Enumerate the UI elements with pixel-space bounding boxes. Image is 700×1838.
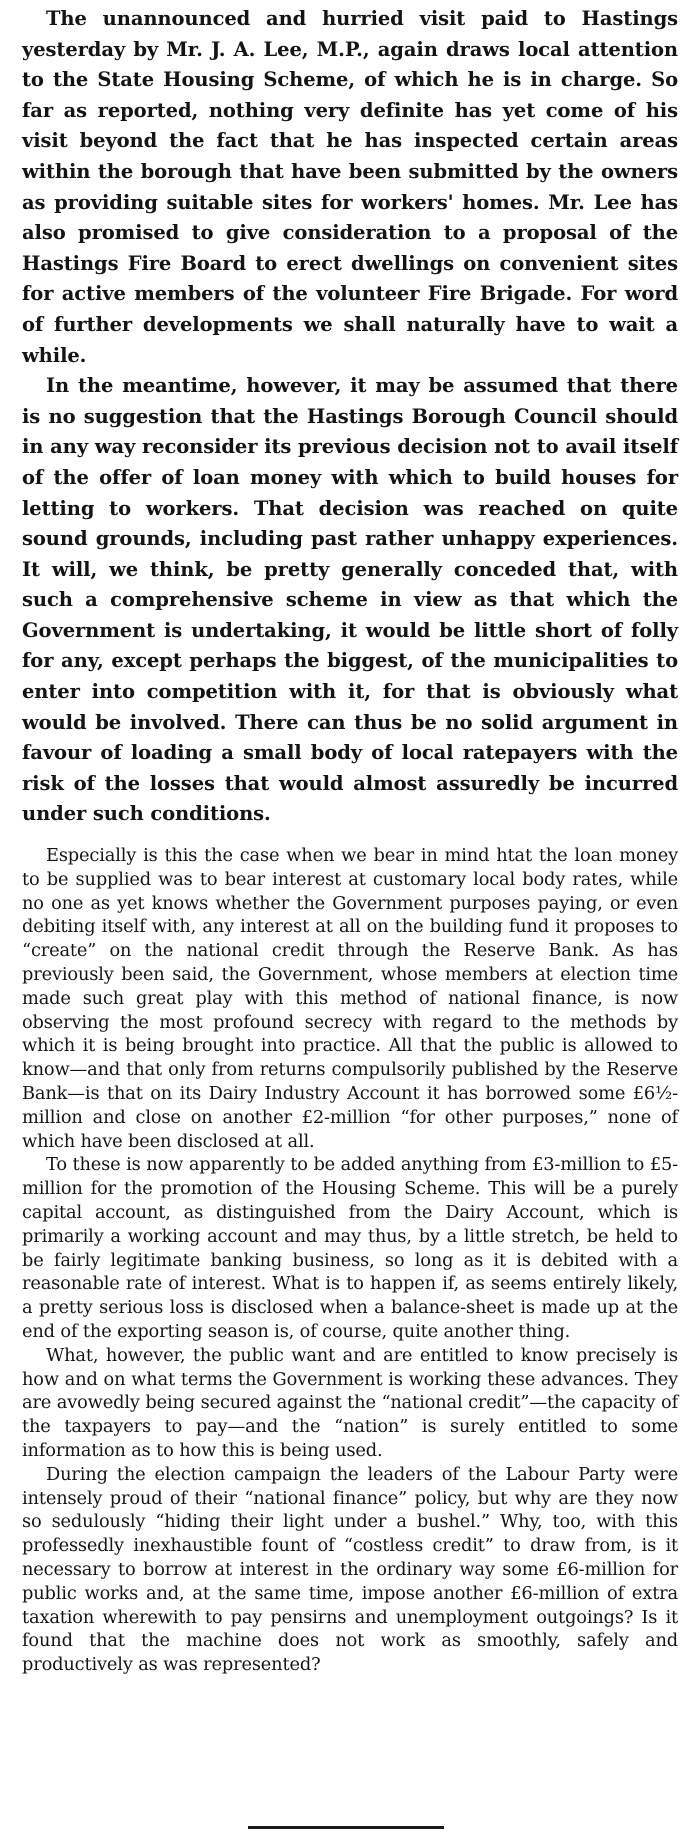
- end-rule-divider: [248, 1826, 444, 1829]
- lead-paragraph-2: In the meantime, however, it may be assumed that there is no suggestion that the Hastings Borough Council should in any way reconsider its previous decision not to avail itself of the offer of loan money with which to build houses for letting to workers. That decision was reached on quite sound grounds, including past rather unhappy experiences. It will, we think, be pretty generally conceded that, with such a comprehensive scheme in view as that which the Government is undertaking, it would be little short of folly for any, except perhaps the biggest, of the municipalities to enter into competition with it, for that is obviously what would be involved. There can thus be no solid argument in favour of loading a small body of local ratepayers with the risk of the losses that would almost assuredly be incurred under such conditions.: [22, 374, 678, 826]
- body-paragraph-4: During the election campaign the leaders of the Labour Party were intensely proud of their “national finance” policy, but why are they now so sedulously “hiding their light under a bushel.” Why, too, with this professedly inexhaustible fount of “costless credit” to draw from, is it necessary to borrow at interest in the ordinary way some £6-million for public works and, at the same time, impose another £6-million of extra taxation wherewith to pay pensirns and unemployment outgoings? Is it found that the machine does not work as smoothly, safely and productively as was represented?: [22, 1463, 678, 1676]
- body-section: [22, 844, 678, 1677]
- lead-paragraph-1: The unannounced and hurried visit paid to Hastings yesterday by Mr. J. A. Lee, M.P., again draws local attention to the State Housing Scheme, of which he is in charge. So far as reported, nothing very definite has yet come of his visit beyond the fact that he has inspected certain areas within the borough that have been submitted by the owners as providing suitable sites for workers' homes. Mr. Lee has also promised to give consideration to a proposal of the Hastings Fire Board to erect dwellings on convenient sites for active members of the volunteer Fire Brigade. For word of further developments we shall naturally have to wait a while.: [22, 7, 678, 367]
- lead-section: [22, 4, 678, 830]
- body-paragraph-3: What, however, the public want and are entitled to know precisely is how and on what terms the Government is working these advances. They are avowedly being secured against the “national credit”—the capacity of the taxpayers to pay—and the “nation” is surely entitled to some information as to how this is being used.: [22, 1344, 678, 1461]
- body-paragraph-1: Especially is this the case when we bear in mind htat the loan money to be supplied was to bear interest at customary local body rates, while no one as yet knows whether the Government purposes paying, or even debiting itself with, any interest at all on the building fund it proposes to “create” on the national credit through the Reserve Bank. As has previously been said, the Government, whose members at election time made such great play with this method of national finance, is now observing the most profound secrecy with regard to the methods by which it is being brought into practice. All that the public is allowed to know—and that only from returns compulsorily published by the Reserve Bank—is that on its Dairy Industry Account it has borrowed some £6½-million and close on another £2-million “for other purposes,” none of which have been disclosed at all.: [22, 845, 678, 1152]
- body-paragraph-2: To these is now apparently to be added anything from £3-million to £5-million for the promotion of the Housing Scheme. This will be a purely capital account, as distinguished from the Dairy Account, which is primarily a working account and may thus, by a little stretch, be held to be fairly legitimate banking business, so long as it is debited with a reasonable rate of interest. What is to happen if, as seems entirely likely, a pretty serious loss is disclosed when a balance-sheet is made up at the end of the exporting season is, of course, quite another thing.: [22, 1154, 678, 1342]
- newspaper-editorial: [22, 4, 678, 1677]
